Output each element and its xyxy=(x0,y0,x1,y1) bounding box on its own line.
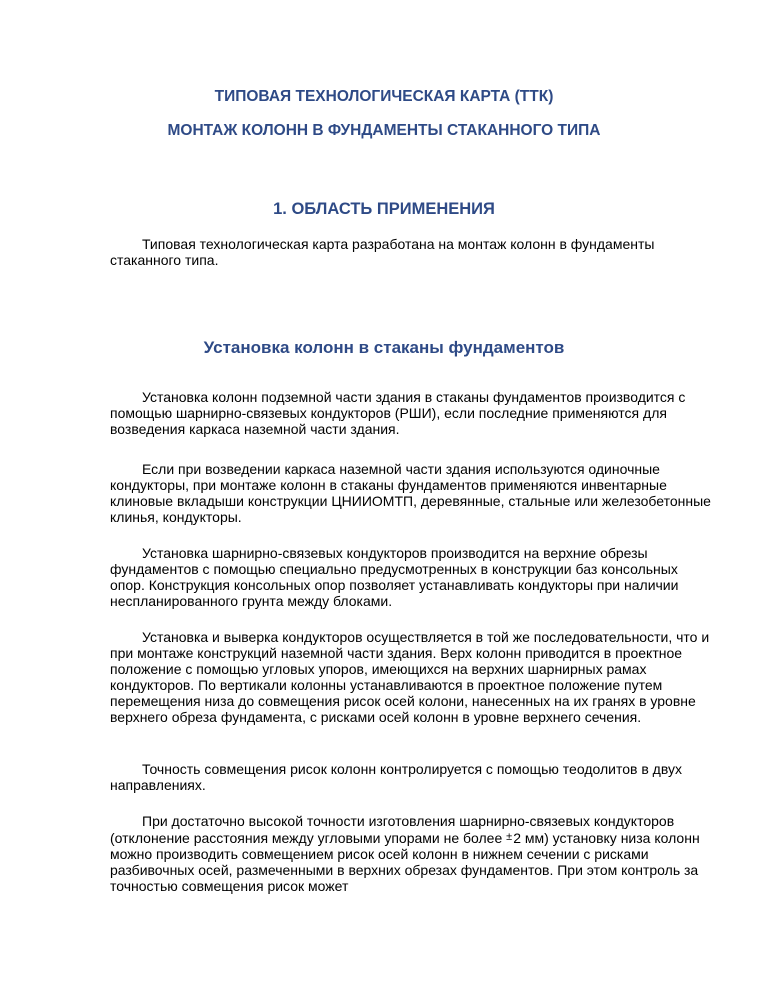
paragraph-5: Точность совмещения рисок колонн контролируется с помощью теодолитов в двух направлениях. xyxy=(110,761,682,793)
document-subtitle: МОНТАЖ КОЛОНН В ФУНДАМЕНТЫ СТАКАННОГО ТИПА xyxy=(167,122,601,139)
paragraph-6-text-after: 2 мм) установку низа колонн можно производить совмещением рисок осей колонн в нижнем сечении с рисками разбивочных осей, размеченными в верхних обрезах фундаментов. При этом контроль за точностью совмещения рисок может xyxy=(110,830,700,894)
subsection-heading: Установка колонн в стаканы фундаментов xyxy=(203,338,565,357)
paragraph-6-text-before: При достаточно высокой точности изготовления шарнирно-связевых кондукторов (отклонение расстояния между угловыми упорами не более xyxy=(110,813,675,846)
section-heading: 1. ОБЛАСТЬ ПРИМЕНЕНИЯ xyxy=(273,200,495,218)
paragraph-6 xyxy=(110,813,716,894)
paragraph-4: Установка и выверка кондукторов осуществляется в той же последовательности, что и при монтаже конструкций наземной части здания. Верх колонн приводится в проектное положение с помощью угловых упоров, имеющихся на верхних шарнирных рамах кондукторов. По вертикали колонны устанавливаются в проектное положение путем перемещения низа до совмещения рисок осей колони, нанесенных на их гранях в уровне верхнего обреза фундамента, с рисками осей колонн в уровне верхнего сечения. xyxy=(110,629,710,725)
paragraph-2: Если при возведении каркаса наземной части здания используются одиночные кондукторы, при монтаже колонн в стаканы фундаментов применяются инвентарные клиновые вкладыши конструкции ЦНИИОМТП, деревянные, стальные или железобетонные клинья, кондукторы. xyxy=(110,461,711,525)
paragraph-3: Установка шарнирно-связевых кондукторов производится на верхние обрезы фундаментов с помощью специально предусмотренных в конструкции баз консольных опор. Конструкция консольных опор позволяет устанавливать кондукторы при наличии неспланированного грунта между блоками. xyxy=(110,545,679,609)
intro-paragraph: Типовая технологическая карта разработана на монтаж колонн в фундаменты стаканного типа. xyxy=(110,236,655,268)
paragraph-1: Установка колонн подземной части здания в стаканы фундаментов производится с помощью шарнирно-связевых кондукторов (РШИ), если последние применяются для возведения каркаса наземной части здания. xyxy=(110,389,686,437)
plus-minus-symbol: ± xyxy=(506,831,513,843)
document-title: ТИПОВАЯ ТЕХНОЛОГИЧЕСКАЯ КАРТА (ТТК) xyxy=(214,88,554,105)
